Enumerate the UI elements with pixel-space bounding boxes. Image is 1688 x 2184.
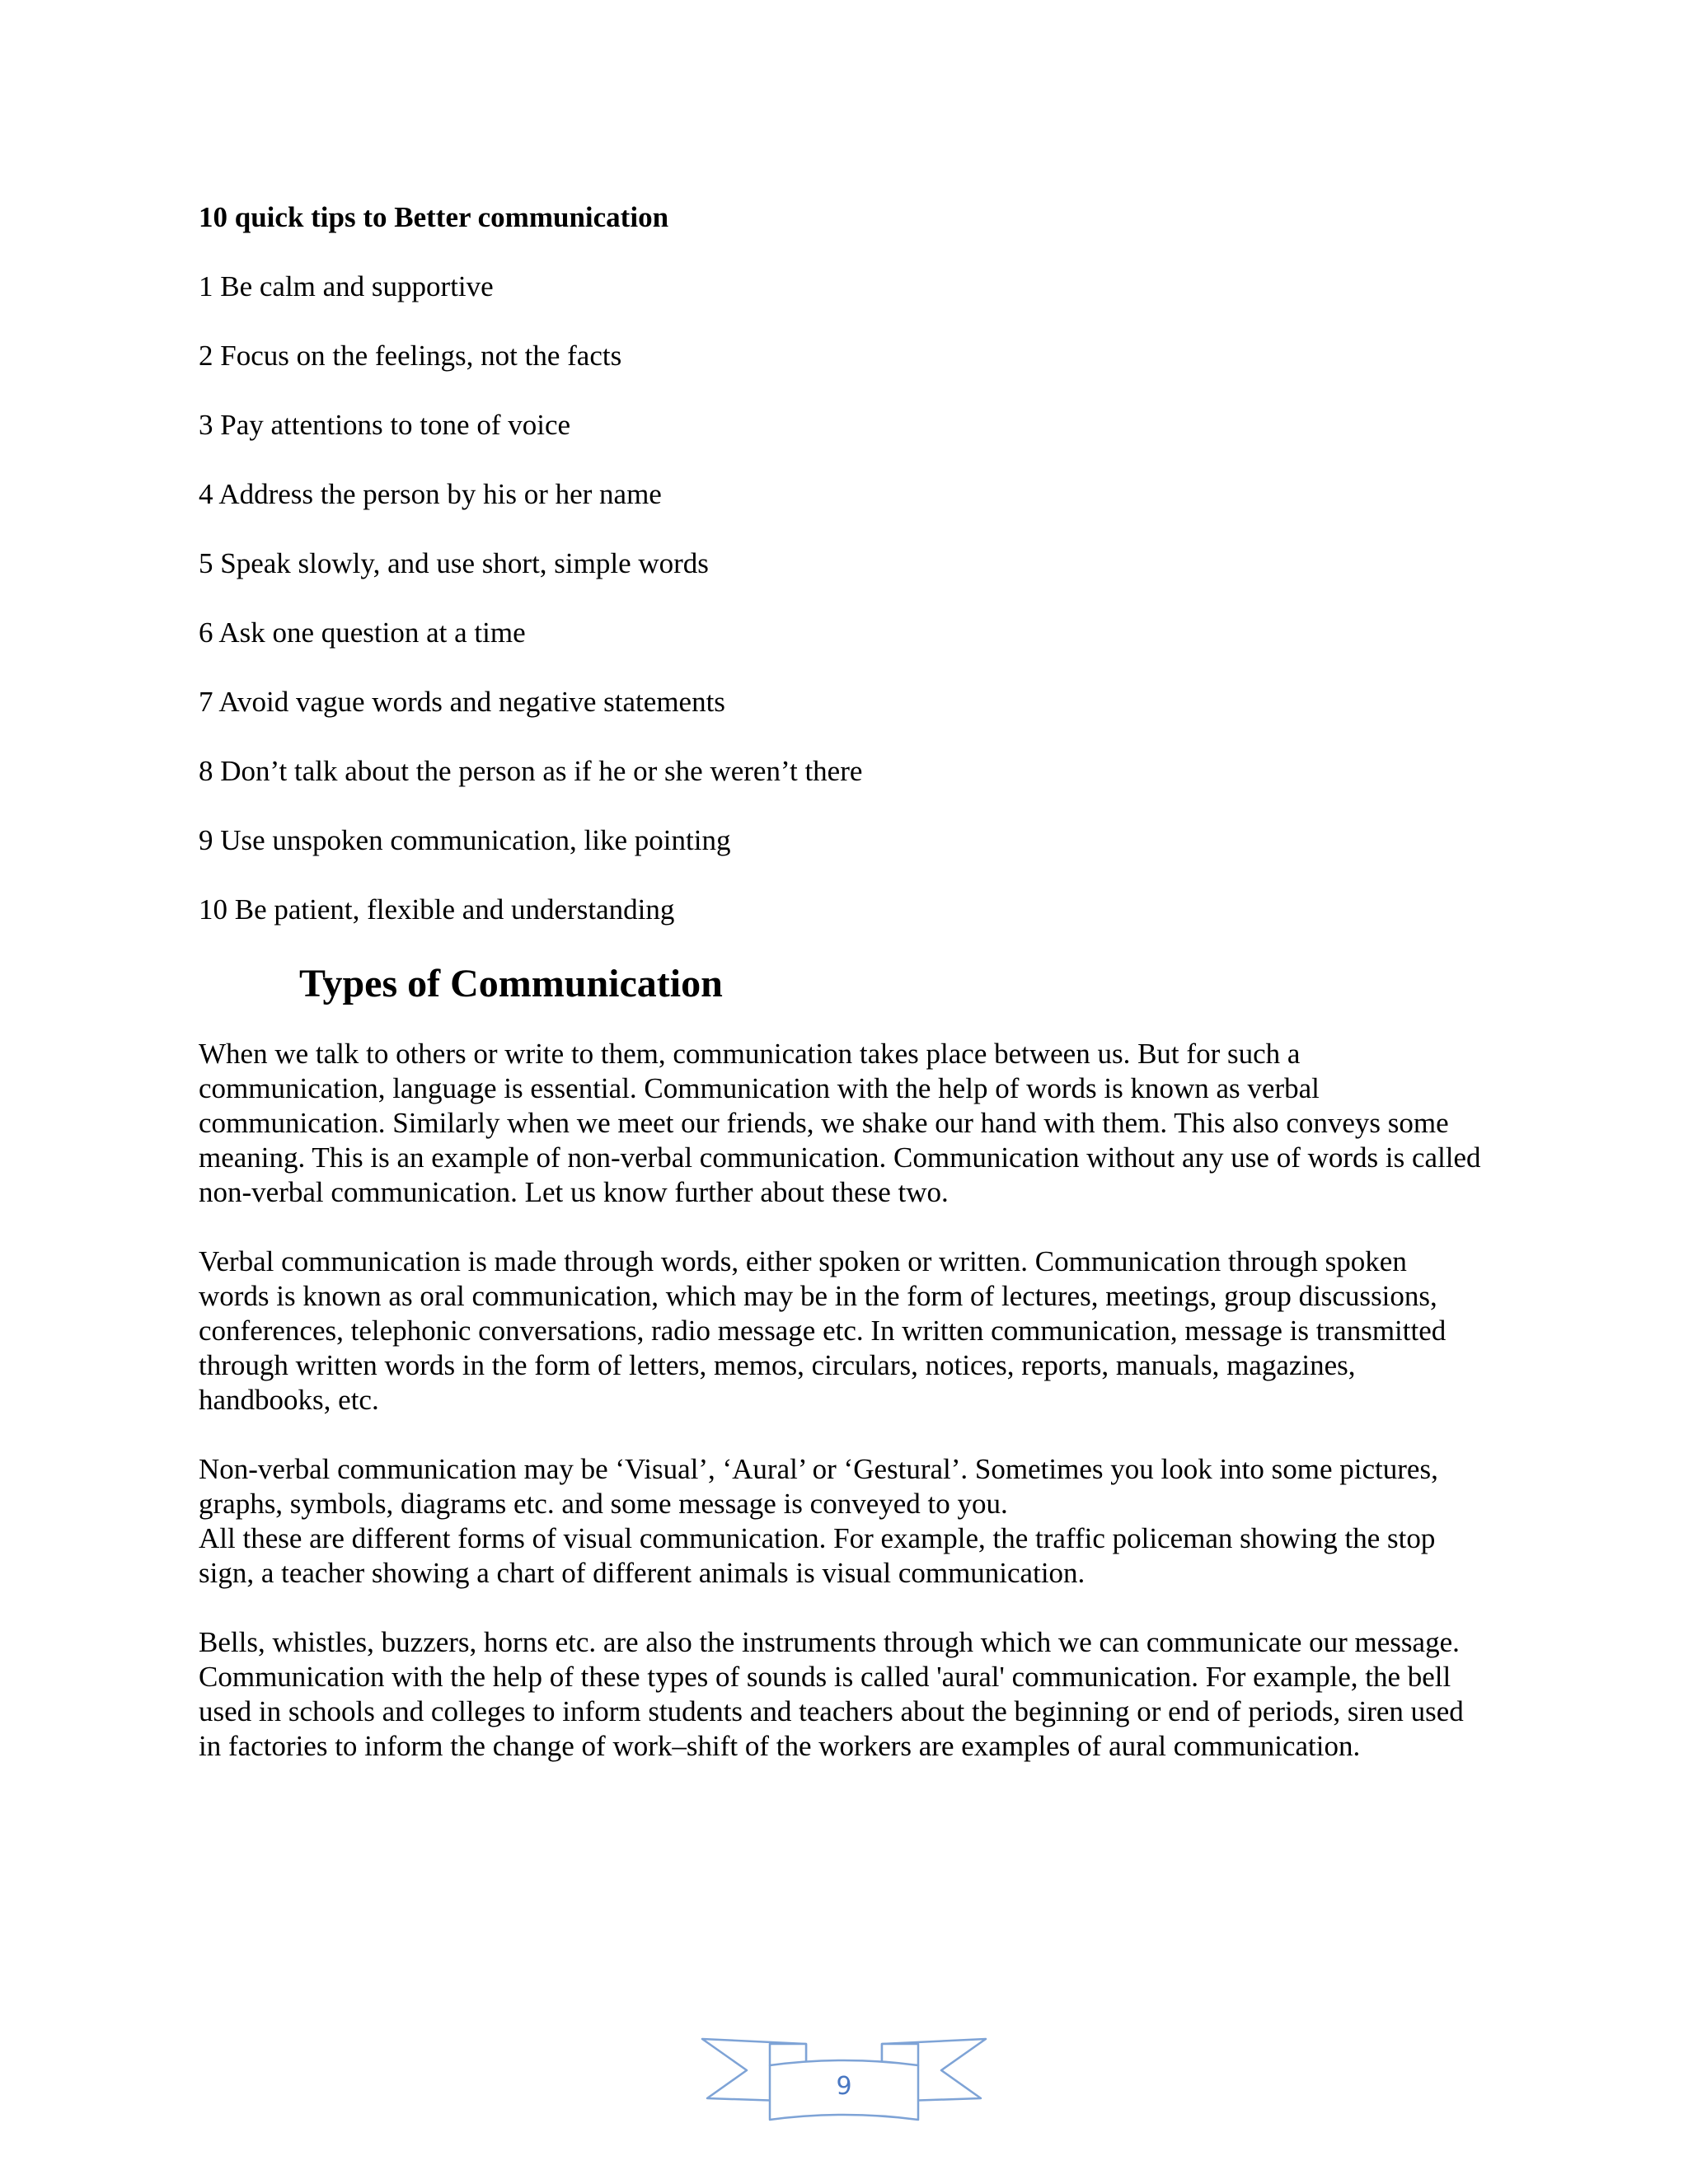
page-content — [199, 198, 1484, 1798]
tip-item: 7 Avoid vague words and negative statements — [199, 686, 725, 718]
paragraph-nonverbal: Non-verbal communication may be ‘Visual’, ‘Aural’ or ‘Gestural’. Sometimes you look into some pictures, graphs, symbols, diagrams etc. and some message is conveyed to you. — [199, 1453, 1438, 1520]
tip-item: 2 Focus on the feelings, not the facts — [199, 340, 622, 372]
paragraph-aural: Bells, whistles, buzzers, horns etc. are also the instruments through which we can communicate our message. Communication with the help of these types of sounds is called 'aural' communication. For example, the bell used in schools and colleges to inform students and teachers about the beginning or end of periods, siren used in factories to inform the change of work–shift of the workers are examples of aural communication. — [199, 1626, 1464, 1762]
page-footer — [699, 2036, 989, 2126]
section-title: Types of Communication — [299, 962, 723, 1005]
tip-item: 9 Use unspoken communication, like pointing — [199, 824, 731, 856]
paragraph-intro: When we talk to others or write to them, communication takes place between us. But for such a communication, language is essential. Communication with the help of words is known as verbal communication. Similarly when we meet our friends, we shake our hand with them. This also conveys some meaning. This is an example of non-verbal communication. Communication without any use of words is called non-verbal communication. Let us know further about these two. — [199, 1038, 1481, 1208]
tips-heading: 10 quick tips to Better communication — [199, 201, 669, 233]
page-number: 9 — [836, 2072, 852, 2101]
tip-item: 5 Speak slowly, and use short, simple words — [199, 547, 709, 579]
paragraph-visual: All these are different forms of visual communication. For example, the traffic policeman showing the stop sign, a teacher showing a chart of different animals is visual communication. — [199, 1522, 1436, 1589]
tip-item: 6 Ask one question at a time — [199, 616, 526, 649]
tip-item: 3 Pay attentions to tone of voice — [199, 409, 571, 441]
tip-item: 4 Address the person by his or her name — [199, 478, 662, 510]
tip-item: 10 Be patient, flexible and understanding — [199, 893, 675, 926]
tip-item: 8 Don’t talk about the person as if he or she weren’t there — [199, 755, 863, 787]
paragraph-verbal: Verbal communication is made through words, either spoken or written. Communication through spoken words is known as oral communication, which may be in the form of lectures, meetings, group discussions, conferences, telephonic conversations, radio message etc. In written communication, message is transmitted through written words in the form of letters, memos, circulars, notices, reports, manuals, magazines, handbooks, etc. — [199, 1245, 1447, 1416]
tip-item: 1 Be calm and supportive — [199, 270, 494, 302]
